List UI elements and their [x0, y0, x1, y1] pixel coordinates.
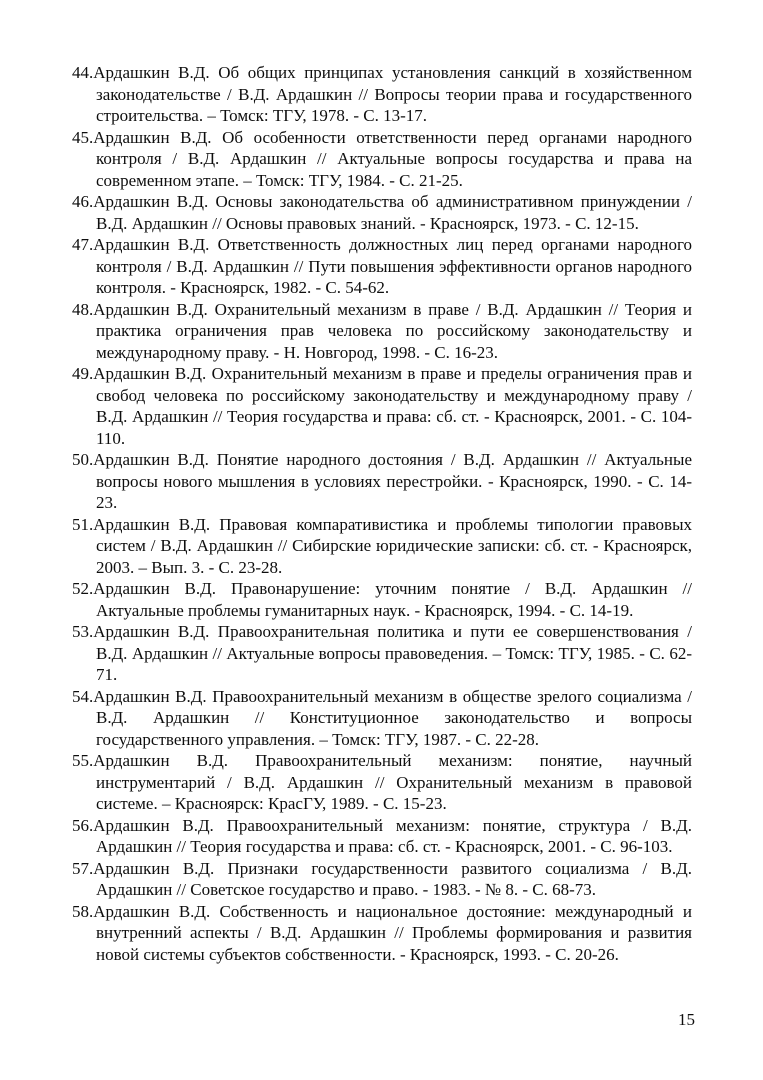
reference-number: 57.	[72, 858, 94, 878]
reference-number: 49.	[72, 364, 94, 383]
reference-number: 54.	[72, 686, 94, 706]
reference-number: 44.	[72, 63, 94, 82]
reference-number: 56.	[72, 815, 94, 835]
reference-item	[72, 363, 692, 449]
reference-item	[72, 191, 692, 234]
reference-item	[72, 62, 692, 127]
reference-text: Ардашкин В.Д. Об общих принципах установления санкций в хозяйственном законодательстве / В.Д. Ардашкин // Вопросы теории права и государственного строительства. – Томск: ТГУ, 1978. - С. 13-17.	[93, 63, 692, 125]
reference-item	[72, 578, 692, 621]
reference-item	[72, 686, 692, 751]
reference-item	[72, 299, 692, 364]
reference-text: Ардашкин В.Д. Понятие народного достояния / В.Д. Ардашкин // Актуальные вопросы нового мышления в условиях перестройки. - Красноярск, 1990. - С. 14-23.	[93, 450, 692, 512]
page-number: 15	[678, 1010, 695, 1029]
reference-text: Ардашкин В.Д. Правонарушение: уточним понятие / В.Д. Ардашкин // Актуальные проблемы гуманитарных наук. - Красноярск, 1994. - С. 14-19.	[93, 579, 692, 620]
reference-number: 58.	[72, 901, 94, 921]
reference-text: Ардашкин В.Д. Правовая компаративистика и проблемы типологии правовых систем / В.Д. Ардашкин // Сибирские юридические записки: сб. ст. - Красноярск, 2003. – Вып. 3. - С. 23-28.	[93, 514, 692, 577]
reference-item	[72, 750, 692, 815]
reference-number: 50.	[72, 450, 94, 469]
reference-item	[72, 858, 692, 901]
reference-item	[72, 901, 692, 966]
reference-text: Ардашкин В.Д. Признаки государственности развитого социализма / В.Д. Ардашкин // Советское государство и право. - 1983. - № 8. - С. 68-73.	[93, 858, 692, 899]
reference-number: 48.	[72, 299, 94, 319]
reference-number: 52.	[72, 579, 94, 598]
reference-number: 55.	[72, 751, 94, 770]
reference-text: Ардашкин В.Д. Охранительный механизм в праве и пределы ограничения прав и свобод человека по российскому законодательству и международному праву / В.Д. Ардашкин // Теория государства и права: сб. ст. - Красноярск, 2001. - С. 104-110.	[93, 364, 692, 448]
bibliography-list	[72, 62, 692, 965]
reference-text: Ардашкин В.Д. Охранительный механизм в праве / В.Д. Ардашкин // Теория и практика ограничения прав человека по российскому законодательству и международному праву. - Н. Новгород, 1998. - С. 16-23.	[93, 299, 692, 362]
reference-text: Ардашкин В.Д. Правоохранительный механизм: понятие, научный инструментарий / В.Д. Ардашкин // Охранительный механизм в правовой системе. – Красноярск: КрасГУ, 1989. - С. 15-23.	[93, 751, 692, 813]
reference-text: Ардашкин В.Д. Правоохранительная политика и пути ее совершенствования / В.Д. Ардашкин // Актуальные вопросы правоведения. – Томск: ТГУ, 1985. - С. 62-71.	[93, 622, 692, 684]
reference-number: 53.	[72, 622, 94, 641]
reference-text: Ардашкин В.Д. Правоохранительный механизм: понятие, структура / В.Д. Ардашкин // Теория государства и права: сб. ст. - Красноярск, 2001. - С. 96-103.	[93, 815, 692, 856]
reference-item	[72, 815, 692, 858]
reference-text: Ардашкин В.Д. Об особенности ответственности перед органами народного контроля / В.Д. Ардашкин // Актуальные вопросы государства и права на современном этапе. – Томск: ТГУ, 1984. - С. 21-25.	[93, 127, 692, 190]
reference-text: Ардашкин В.Д. Ответственность должностных лиц перед органами народного контроля / В.Д. Ардашкин // Пути повышения эффективности органов народного контроля. - Красноярск, 1982. - С. 54-62.	[93, 235, 692, 297]
reference-number: 47.	[72, 235, 94, 254]
reference-number: 46.	[72, 192, 94, 211]
reference-item	[72, 449, 692, 514]
reference-number: 45.	[72, 127, 94, 147]
reference-text: Ардашкин В.Д. Основы законодательства об административном принуждении / В.Д. Ардашкин // Основы правовых знаний. - Красноярск, 1973. - С. 12-15.	[93, 192, 692, 233]
reference-item	[72, 234, 692, 299]
reference-item	[72, 621, 692, 686]
reference-text: Ардашкин В.Д. Правоохранительный механизм в обществе зрелого социализма / В.Д. Ардашкин // Конституционное законодательство и вопросы государственного управления. – Томск: ТГУ, 1987. - С. 22-28.	[93, 686, 692, 749]
reference-item	[72, 127, 692, 192]
reference-number: 51.	[72, 514, 94, 534]
reference-item	[72, 514, 692, 579]
reference-text: Ардашкин В.Д. Собственность и национальное достояние: международный и внутренний аспекты / В.Д. Ардашкин // Проблемы формирования и развития новой системы субъектов собственности. - Красноярск, 1993. - С. 20-26.	[93, 901, 692, 964]
